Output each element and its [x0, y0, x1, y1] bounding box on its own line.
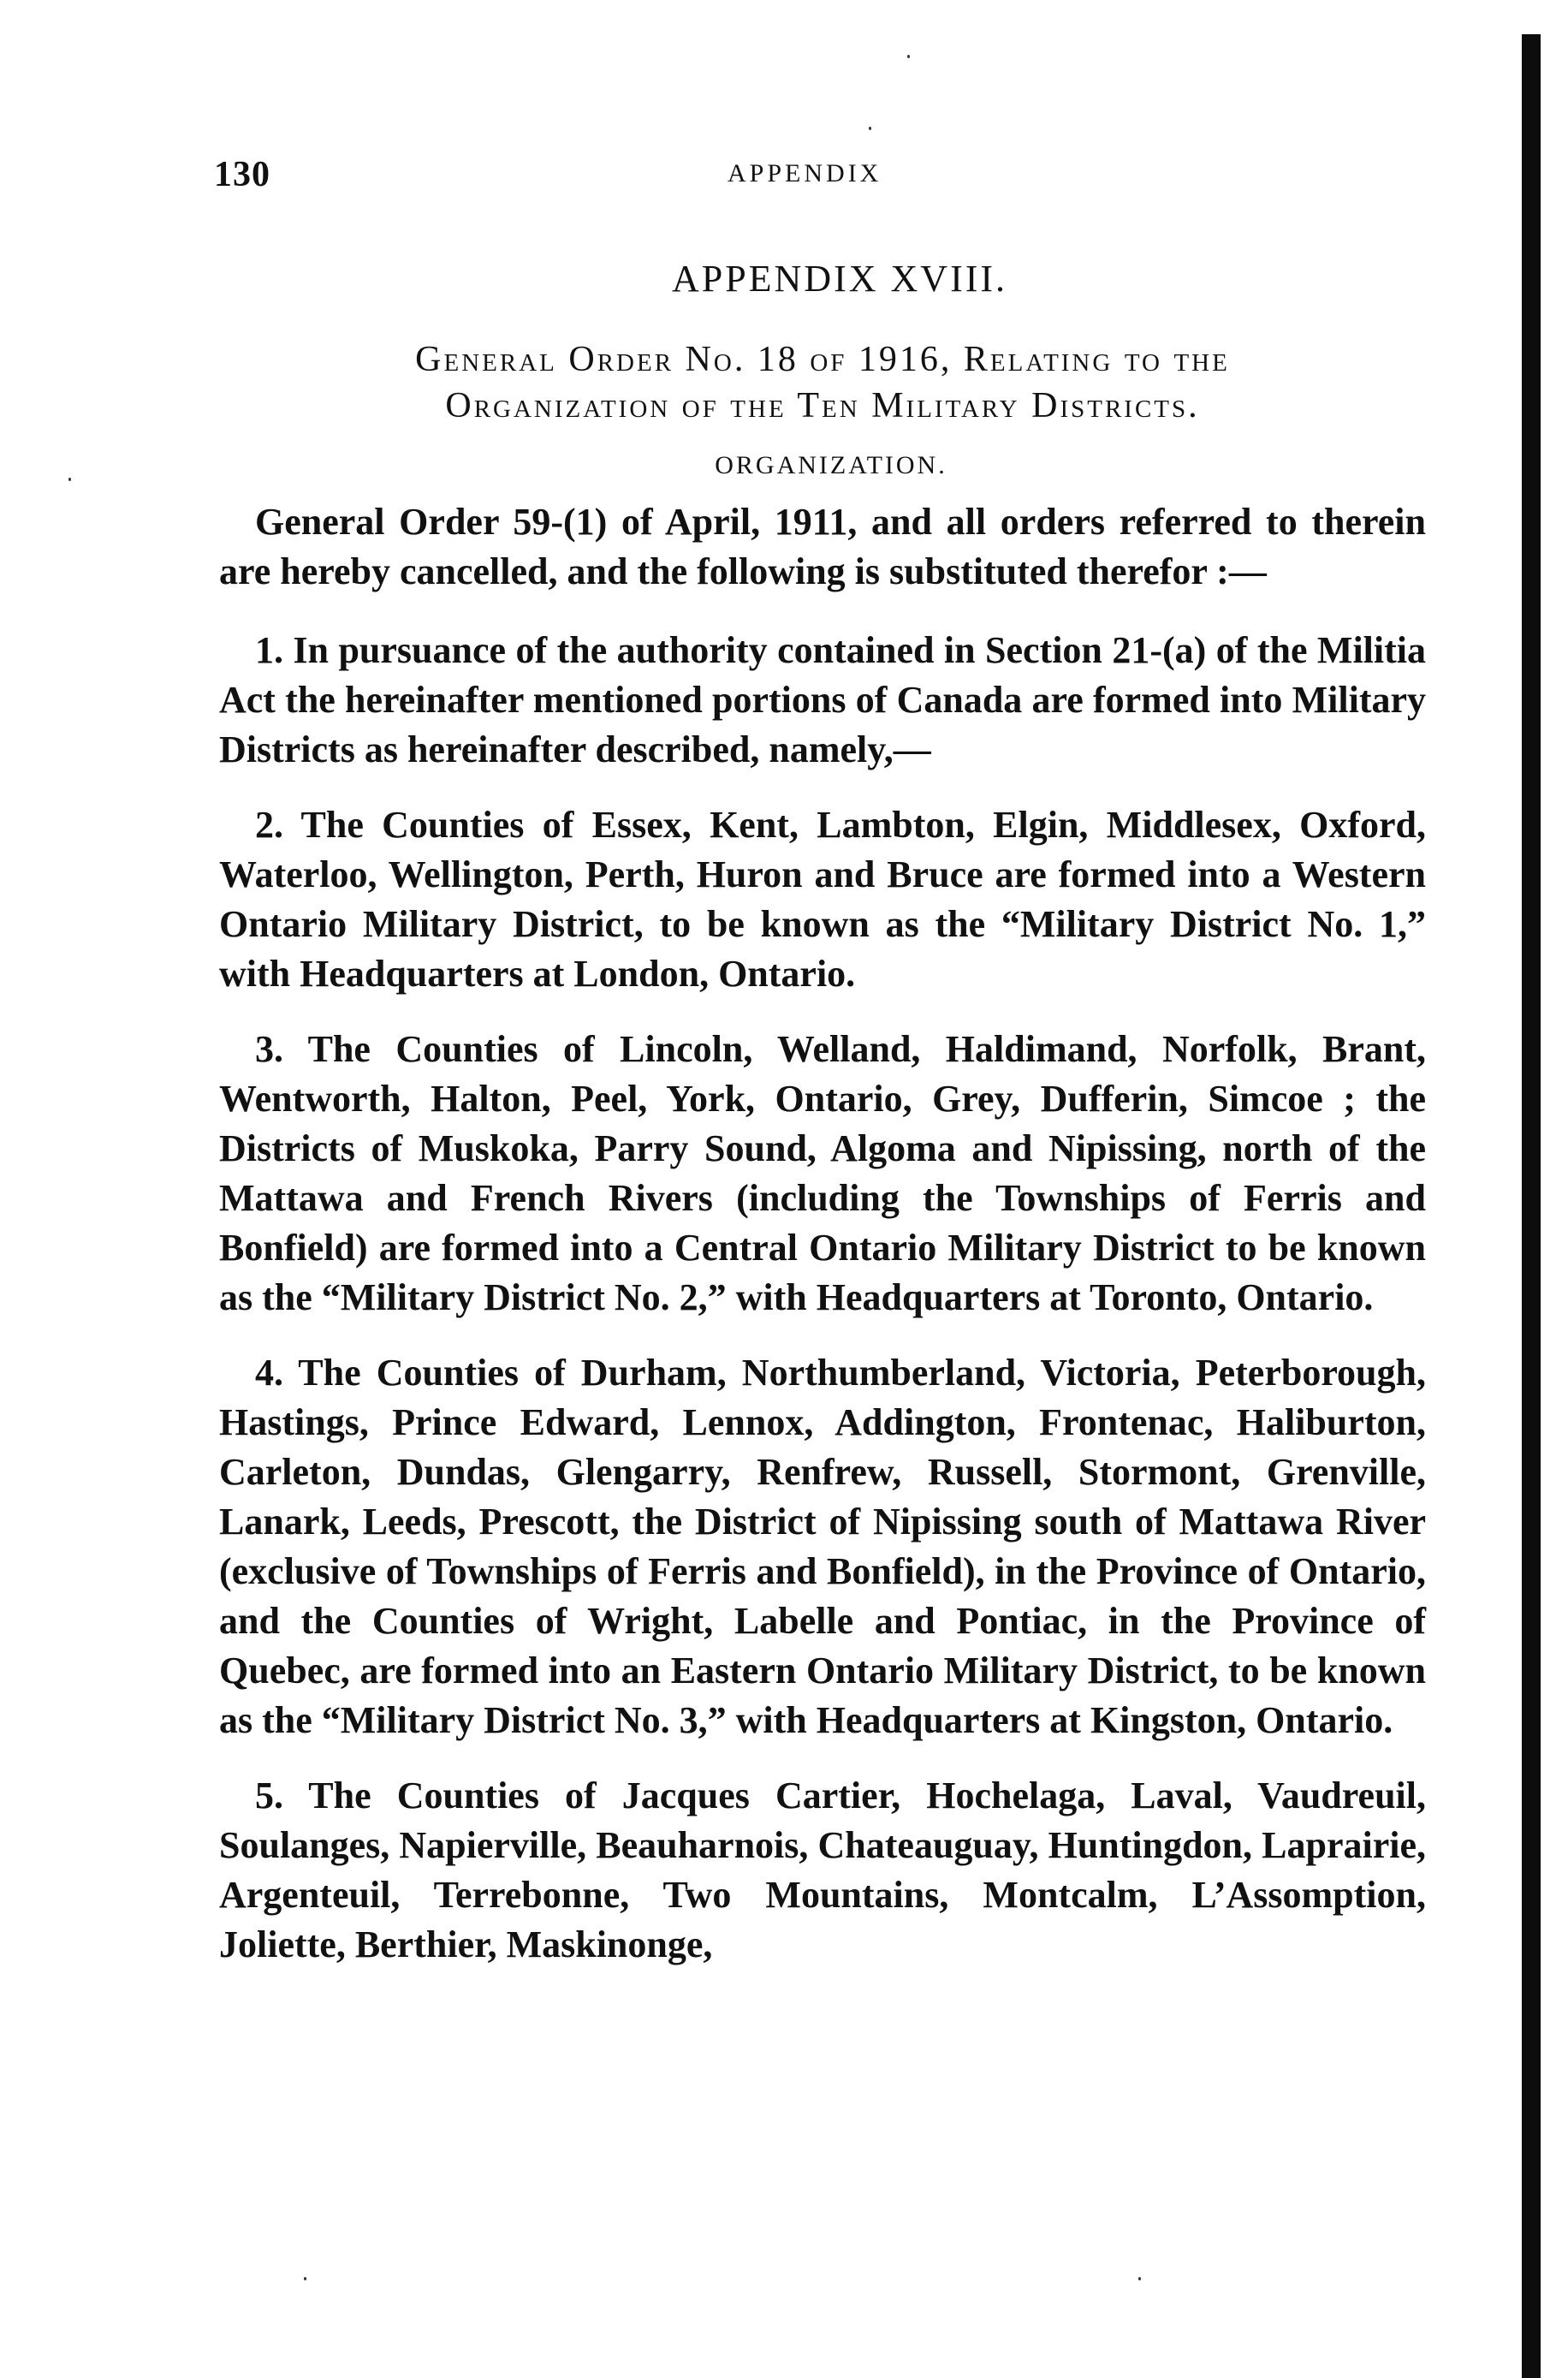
section-heading: ORGANIZATION. [715, 451, 947, 479]
paragraph-4: 4. The Counties of Durham, Northumberland, Victoria, Peterborough, Hastings, Prince Edward, Lennox, Addington, Frontenac, Haliburton, Carleton, Dundas, Glengarry, Renfrew, Russell, Stormont, Grenville, Lanark, Leeds, Prescott, the District of Nipissing south of Mattawa River (exclusive of Townships of Ferris and Bonfield), in the Province of Ontario, and the Counties of Wright, Labelle and Pontiac, in the Province of Quebec, are formed into an Eastern Ontario Military District, to be known as the “Military District No. 3,” with Headquarters at Kingston, Ontario. [219, 1352, 1426, 1741]
order-heading-line: Organization of the Ten Military Districts. [445, 386, 1200, 425]
paragraph-1: 1. In pursuance of the authority contained in Section 21-(a) of the Militia Act the hereinafter mentioned portions of Canada are formed into Military Districts as hereinafter described, namely,— [219, 629, 1426, 770]
scan-speck [1138, 2277, 1141, 2280]
general-order-heading [219, 336, 1426, 429]
page-edge-shadow [1522, 34, 1541, 2378]
running-head [0, 154, 1568, 205]
paragraph-intro: General Order 59-(1) of April, 1911, and all orders referred to therein are hereby cancelled, and the following is substituted therefor :— [219, 501, 1426, 592]
running-title: APPENDIX [728, 159, 882, 187]
paragraph-3: 3. The Counties of Lincoln, Welland, Haldimand, Norfolk, Brant, Wentworth, Halton, Peel, York, Ontario, Grey, Dufferin, Simcoe ; the Districts of Muskoka, Parry Sound, Algoma and Nipissing, north of the Mattawa and French Rivers (including the Townships of Ferris and Bonfield) are formed into a Central Ontario Military District to be known as the “Military District No. 2,” with Headquarters at Toronto, Ontario. [219, 1028, 1426, 1318]
paragraph-2: 2. The Counties of Essex, Kent, Lambton, Elgin, Middlesex, Oxford, Waterloo, Wellington, Perth, Huron and Bruce are formed into a Western Ontario Military District, to be known as the “Military District No. 1,” with Headquarters at London, Ontario. [219, 804, 1426, 995]
scan-speck [68, 478, 71, 481]
page-number: 130 [214, 155, 270, 194]
scan-speck [907, 55, 910, 58]
paragraph-5: 5. The Counties of Jacques Cartier, Hochelaga, Laval, Vaudreuil, Soulanges, Napierville, Beauharnois, Chateauguay, Huntingdon, Laprairie, Argenteuil, Terrebonne, Two Mountains, Montcalm, L’Assomption, Joliette, Berthier, Maskinonge, [219, 1775, 1426, 1965]
page-content [219, 257, 1426, 1995]
order-heading-line: General Order No. 18 of 1916, Relating to the [415, 340, 1230, 379]
scan-speck [304, 2277, 306, 2280]
appendix-title: APPENDIX XVIII. [671, 258, 1008, 300]
scan-speck [869, 127, 871, 130]
